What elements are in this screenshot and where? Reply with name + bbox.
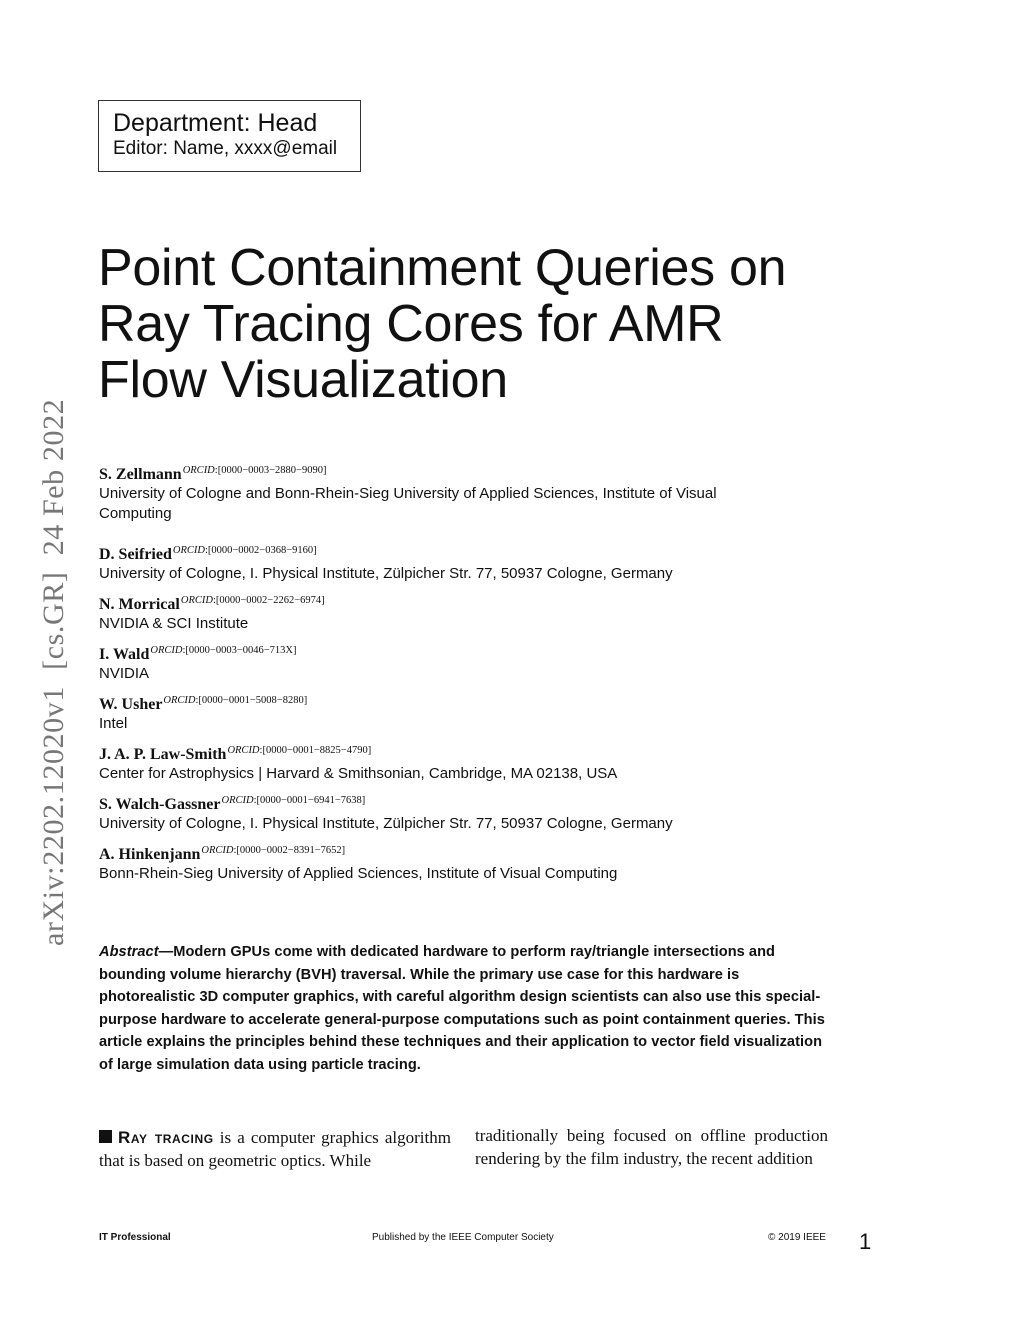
author-entry xyxy=(99,742,859,792)
footer-copyright: © 2019 IEEE xyxy=(768,1232,826,1243)
orcid-superscript: ORCID:[0000−0001−8825−4790] xyxy=(227,745,372,756)
footer-journal-name: IT Professional xyxy=(99,1232,171,1243)
orcid-superscript: ORCID:[0000−0002−2262−6974] xyxy=(180,595,325,606)
author-affiliation: University of Cologne, I. Physical Institute, Zülpicher Str. 77, 50937 Cologne, Germany xyxy=(99,565,673,582)
author-name: A. Hinkenjann$^{ORCID:[0000-0002-8391-7652]}$ xyxy=(99,845,346,863)
orcid-superscript: ORCID:[0000−0001−6941−7638] xyxy=(221,795,366,806)
orcid-superscript: ORCID:[0000−0002−8391−7652] xyxy=(201,845,346,856)
footer-publisher: Published by the IEEE Computer Society xyxy=(372,1232,554,1243)
abstract-text: —Modern GPUs come with dedicated hardware to perform ray/triangle intersections and bounding volume hierarchy (BVH) traversal. While the primary use case for this hardware is photorealistic 3D computer graphics, with careful algorithm design scientists can also use this special-purpose hardware to accelerate general-purpose computations such as point containment queries. This article explains the principles behind these techniques and their application to vector field visualization of large simulation data using particle tracing. xyxy=(99,944,825,1073)
author-entry xyxy=(99,592,859,642)
author-name: I. Wald$^{ORCID:[0000-0003-0046-713X]}$ xyxy=(99,645,297,663)
abstract-label: Abstract xyxy=(99,944,159,960)
arxiv-identifier-stamp: arXiv:2202.12020v1 [cs.GR] 24 Feb 2022 xyxy=(37,398,70,946)
orcid-superscript: ORCID:[0000−0003−0046−713X] xyxy=(150,645,297,656)
title-line: Point Containment Queries on xyxy=(98,239,787,297)
section-start-square-icon xyxy=(99,1130,112,1143)
orcid-superscript: ORCID:[0000−0001−5008−8280] xyxy=(163,695,308,706)
author-entry xyxy=(99,692,859,742)
author-name: S. Zellmann$^{ORCID:[0000-0003-2880-9090]}$ xyxy=(99,465,327,483)
author-affiliation: NVIDIA & SCI Institute xyxy=(99,615,249,632)
author-entry xyxy=(99,842,859,892)
body-text-right: traditionally being focused on offline production rendering by the film industry, the recent addition xyxy=(475,1126,828,1168)
orcid-superscript: ORCID:[0000−0003−2880−9090] xyxy=(182,465,327,476)
author-list xyxy=(99,462,859,892)
author-name: S. Walch-Gassner$^{ORCID:[0000-0001-6941-7638]}$ xyxy=(99,795,366,813)
author-name: N. Morrical$^{ORCID:[0000-0002-2262-6974]}$ xyxy=(99,595,325,613)
page-number: 1 xyxy=(859,1229,872,1254)
author-affiliation: University of Cologne and Bonn-Rhein-Sieg University of Applied Sciences, Institute of Visual Computing xyxy=(99,485,717,522)
author-name: D. Seifried$^{ORCID:[0000-0002-0368-9160]}$ xyxy=(99,545,317,563)
body-text-left: is a computer graphics algorithm that is based on geometric optics. While xyxy=(99,1128,451,1170)
author-affiliation: Center for Astrophysics | Harvard & Smithsonian, Cambridge, MA 02138, USA xyxy=(99,765,618,782)
author-name: W. Usher$^{ORCID:[0000-0001-5008-8280]}$ xyxy=(99,695,308,713)
author-affiliation: Bonn-Rhein-Sieg University of Applied Sciences, Institute of Visual Computing xyxy=(99,865,618,882)
department-editor-box xyxy=(98,100,361,172)
title-line: Flow Visualization xyxy=(98,351,508,409)
body-lead-in: Ray tracing xyxy=(118,1128,214,1147)
author-entry xyxy=(99,542,859,592)
author-entry xyxy=(99,462,859,542)
editor-label: Editor: Name, xxxx@email xyxy=(113,138,338,159)
author-affiliation: University of Cologne, I. Physical Institute, Zülpicher Str. 77, 50937 Cologne, Germany xyxy=(99,815,673,832)
author-affiliation: NVIDIA xyxy=(99,665,150,682)
body-column-left xyxy=(99,1126,451,1172)
department-label: Department: Head xyxy=(113,109,318,137)
orcid-superscript: ORCID:[0000−0002−0368−9160] xyxy=(172,545,317,556)
author-affiliation: Intel xyxy=(99,715,128,732)
body-column-right xyxy=(475,1124,828,1170)
author-entry xyxy=(99,792,859,842)
author-name: J. A. P. Law-Smith$^{ORCID:[0000-0001-8825-4790]}$ xyxy=(99,745,372,763)
paper-title xyxy=(98,240,858,408)
abstract xyxy=(99,941,839,1076)
author-entry xyxy=(99,642,859,692)
title-line: Ray Tracing Cores for AMR xyxy=(98,295,724,353)
